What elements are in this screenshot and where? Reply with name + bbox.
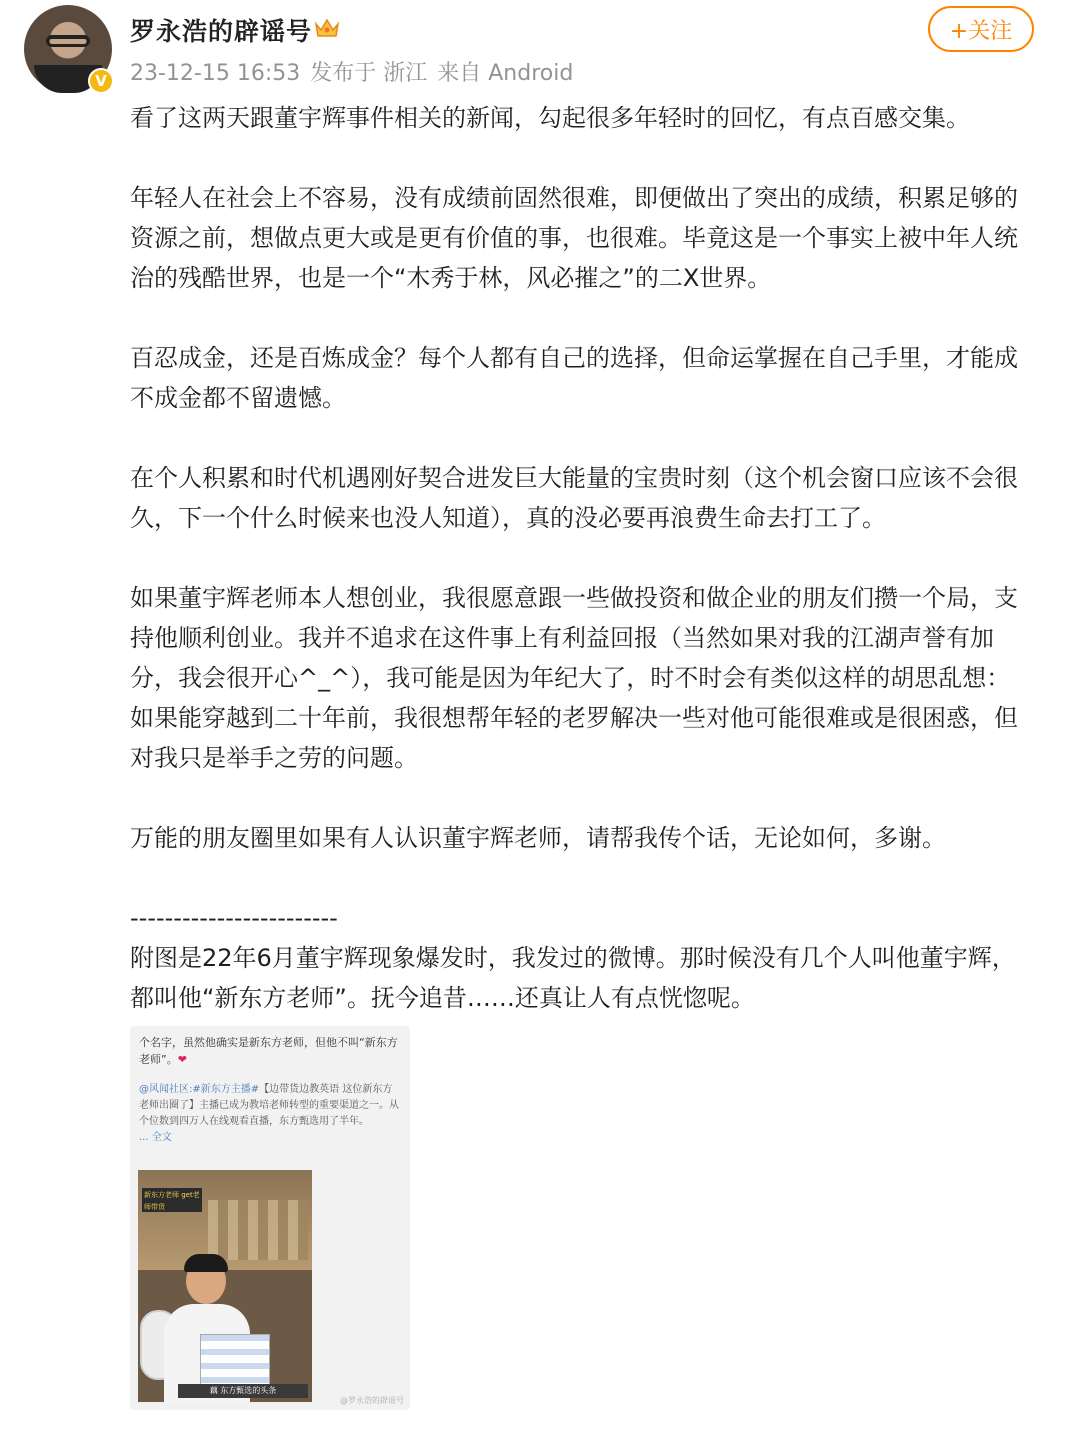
watermark: @罗永浩的辟谣号 — [340, 1396, 404, 1405]
post-paragraph: 年轻人在社会上不容易，没有成绩前固然很难，即便做出了突出的成绩，积累足够的资源之前，想做点更大或是更有价值的事，也很难。毕竟这是一个事实上被中年人统治的残酷世界，也是一个“木秀于林，风必摧之”的二X世界。 — [130, 184, 1018, 292]
post-paragraph: 万能的朋友圈里如果有人认识董宇辉老师，请帮我传个话，无论如何，多谢。 — [130, 824, 946, 852]
post-content — [130, 98, 1030, 1018]
timestamp: 23-12-15 16:53 — [130, 61, 301, 86]
attached-text — [139, 1034, 401, 1068]
attached-image[interactable] — [130, 1026, 410, 1410]
quoted-post-text: 【边带货边教英语 这位新东方老师出圈了】主播已成为教培老师转型的重要渠道之一。从个位数到四万人在线观看直播，东方甄选用了半年。 — [139, 1084, 399, 1127]
attached-text-line: 个名字，虽然他确实是新东方老师，但他不叫“新东方老师”。 — [139, 1036, 398, 1066]
video-shelf — [208, 1200, 308, 1260]
heart-icon: ❤ — [177, 1053, 187, 1066]
post-paragraph: 在个人积累和时代机遇刚好契合进发巨大能量的宝贵时刻（这个机会窗口应该不会很久，下一个什么时候来也没人知道），真的没必要再浪费生命去打工了。 — [130, 464, 1018, 532]
person-hair — [184, 1254, 228, 1272]
location: 发布于 浙江 — [310, 61, 428, 86]
crown-icon[interactable] — [314, 16, 340, 40]
username[interactable]: 罗永浩的辟谣号 — [130, 17, 313, 46]
video-thumbnail — [138, 1170, 312, 1402]
post-paragraph: 百忍成金，还是百炼成金？每个人都有自己的选择，但命运掌握在自己手里，才能成不成金都不留遗憾。 — [130, 344, 1018, 412]
video-caption: 藕 东方甄选的头条 — [178, 1384, 308, 1398]
source: 来自 Android — [437, 61, 574, 86]
postscript: 附图是22年6月董宇辉现象爆发时，我发过的微博。那时候没有几个人叫他董宇辉，都叫他“新东方老师”。抚今追昔……还真让人有点恍惚呢。 — [130, 944, 1016, 1012]
post-meta — [130, 56, 583, 87]
avatar-glasses — [46, 35, 90, 47]
post-paragraph: 看了这两天跟董宇辉事件相关的新闻，勾起很多年轻时的回忆，有点百感交集。 — [130, 104, 970, 132]
video-tag: 新东方老师 get老师带货 — [142, 1188, 202, 1212]
post-paragraph: 如果董宇辉老师本人想创业，我很愿意跟一些做投资和做企业的朋友们攒一个局，支持他顺利创业。我并不追求在这件事上有利益回报（当然如果对我的江湖声誉有加分，我会很开心^_^），我可能是因为年纪大了，时不时会有类似这样的胡思乱想：如果能穿越到二十年前，我很想帮年轻的老罗解决一些对他可能很难或是很困惑，但对我只是举手之劳的问题。 — [130, 584, 1018, 772]
quoted-post — [139, 1082, 401, 1146]
separator: ------------------------ — [130, 904, 338, 932]
follow-button[interactable]: +关注 — [928, 6, 1034, 52]
full-text-link: ... 全文 — [139, 1132, 172, 1143]
v-badge-icon: V — [88, 68, 114, 94]
quoted-post-link: @风闻社区:#新东方主播# — [139, 1084, 260, 1095]
